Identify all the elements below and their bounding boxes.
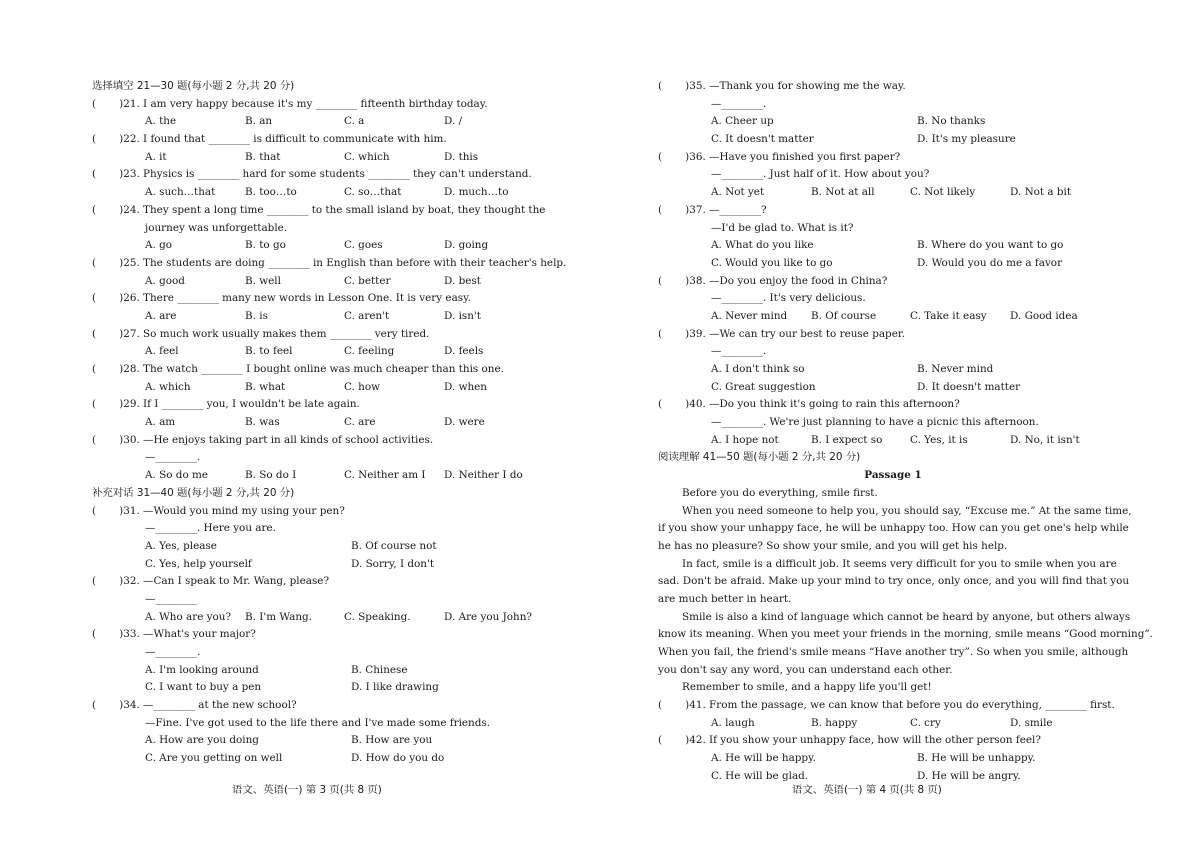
question-22: ( )22. I found that ________ is difficult to communicate with him. bbox=[92, 133, 447, 146]
option-39-d[interactable]: D. It doesn't matter bbox=[917, 380, 1021, 393]
options-29 bbox=[92, 414, 562, 432]
question-26: ( )26. There ________ many new words in Lesson One. It is very easy. bbox=[92, 292, 471, 305]
question-31: ( )31. —Would you mind my using your pen? bbox=[92, 504, 345, 517]
option-38-d[interactable]: D. Good idea bbox=[1010, 309, 1078, 322]
passage-paragraph-4-line-4: you don't say any word, you can understand each other. bbox=[658, 663, 953, 676]
options-28 bbox=[92, 379, 562, 397]
option-35-b[interactable]: B. No thanks bbox=[917, 115, 986, 128]
option-34-c[interactable]: C. Are you getting on well bbox=[145, 752, 283, 765]
question-30: ( )30. —He enjoys taking part in all kinds of school activities. bbox=[92, 433, 434, 446]
option-30-b[interactable]: B. So do I bbox=[245, 469, 297, 482]
option-29-a[interactable]: A. am bbox=[145, 416, 176, 429]
option-40-b[interactable]: B. I expect so bbox=[811, 433, 883, 446]
passage-paragraph-4-line-2: know its meaning. When you meet your friends in the morning, smile means “Good morning”. bbox=[658, 628, 1153, 641]
passage-paragraph-5: Remember to smile, and a happy life you'll get! bbox=[682, 681, 932, 694]
page-footer-left: 语文、英语(一) 第 3 页(共 8 页) bbox=[232, 784, 382, 796]
options-33-ab bbox=[92, 662, 562, 680]
options-37-cd bbox=[658, 255, 1128, 273]
question-32: ( )32. —Can I speak to Mr. Wang, please? bbox=[92, 575, 330, 588]
option-27-d[interactable]: D. feels bbox=[444, 345, 484, 358]
option-37-a[interactable]: A. What do you like bbox=[711, 239, 814, 252]
section-title-reading: 阅读理解 41—50 题(每小题 2 分,共 20 分) bbox=[658, 451, 861, 464]
option-36-a[interactable]: A. Not yet bbox=[711, 186, 765, 199]
options-30 bbox=[92, 467, 562, 485]
option-41-a[interactable]: A. laugh bbox=[711, 716, 755, 729]
option-36-d[interactable]: D. Not a bit bbox=[1010, 186, 1072, 199]
option-30-c[interactable]: C. Neither am I bbox=[344, 469, 426, 482]
option-32-a[interactable]: A. Who are you? bbox=[145, 610, 232, 623]
question-31-continued: —________. Here you are. bbox=[145, 522, 276, 535]
option-26-a[interactable]: A. are bbox=[145, 309, 177, 322]
option-38-a[interactable]: A. Never mind bbox=[711, 309, 788, 322]
section-title-multiple-choice: 选择填空 21—30 题(每小题 2 分,共 20 分) bbox=[92, 80, 295, 92]
option-26-b[interactable]: B. is bbox=[245, 309, 268, 322]
option-26-c[interactable]: C. aren't bbox=[344, 309, 390, 322]
option-31-c[interactable]: C. Yes, help yourself bbox=[145, 557, 252, 570]
question-41: ( )41. From the passage, we can know that before you do everything, ________ first. bbox=[658, 699, 1115, 712]
option-27-a[interactable]: A. feel bbox=[145, 345, 179, 358]
question-39-continued: —________. bbox=[711, 345, 767, 358]
option-23-a[interactable]: A. such…that bbox=[145, 186, 216, 199]
option-24-a[interactable]: A. go bbox=[145, 239, 173, 252]
question-37: ( )37. —________? bbox=[658, 203, 767, 216]
options-38 bbox=[658, 308, 1128, 326]
question-33-continued: —________. bbox=[145, 646, 201, 658]
option-35-a[interactable]: A. Cheer up bbox=[711, 115, 774, 128]
question-29: ( )29. If I ________ you, I wouldn't be late again. bbox=[92, 398, 360, 411]
left-page bbox=[92, 78, 567, 768]
question-36: ( )36. —Have you finished you first paper? bbox=[658, 150, 901, 163]
passage-paragraph-2-line-2: if you show your unhappy face, he will be unhappy too. How can you get one's help while bbox=[658, 522, 1129, 535]
option-33-c[interactable]: C. I want to buy a pen bbox=[145, 681, 262, 694]
passage-paragraph-2-line-1: When you need someone to help you, you should say, “Excuse me.” At the same time, bbox=[682, 504, 1132, 517]
options-33-cd bbox=[92, 679, 562, 697]
options-22 bbox=[92, 149, 562, 167]
option-28-d[interactable]: D. when bbox=[444, 380, 487, 393]
option-39-a[interactable]: A. I don't think so bbox=[711, 363, 805, 375]
passage-paragraph-3-line-2: sad. Don't be afraid. Make up your mind to try once, only once, and you will find that you bbox=[658, 575, 1130, 588]
option-42-c[interactable]: C. He will be glad. bbox=[711, 769, 809, 782]
option-23-c[interactable]: C. so…that bbox=[344, 186, 402, 199]
option-38-c[interactable]: C. Take it easy bbox=[910, 309, 987, 322]
question-42: ( )42. If you show your unhappy face, how will the other person feel? bbox=[658, 734, 1041, 747]
option-23-d[interactable]: D. much…to bbox=[444, 186, 509, 199]
option-30-d[interactable]: D. Neither I do bbox=[444, 469, 523, 482]
option-24-b[interactable]: B. to go bbox=[245, 239, 286, 252]
options-35-cd bbox=[658, 131, 1128, 149]
options-39-cd bbox=[658, 379, 1128, 397]
question-38: ( )38. —Do you enjoy the food in China? bbox=[658, 274, 888, 287]
question-40: ( )40. —Do you think it's going to rain this afternoon? bbox=[658, 398, 960, 411]
option-36-c[interactable]: C. Not likely bbox=[910, 186, 976, 199]
question-24: ( )24. They spent a long time ________ to the small island by boat, they thought the bbox=[92, 203, 546, 216]
option-34-b[interactable]: B. How are you bbox=[351, 734, 433, 747]
question-21: ( )21. I am very happy because it's my ________ fifteenth birthday today. bbox=[92, 97, 488, 110]
option-34-a[interactable]: A. How are you doing bbox=[145, 734, 259, 747]
options-24 bbox=[92, 237, 562, 255]
option-33-b[interactable]: B. Chinese bbox=[351, 663, 408, 676]
option-31-b[interactable]: B. Of course not bbox=[351, 539, 437, 552]
options-31-cd bbox=[92, 556, 562, 574]
option-41-d[interactable]: D. smile bbox=[1010, 716, 1053, 729]
question-34-continued: —Fine. I've got used to the life there and I've made some friends. bbox=[145, 716, 491, 729]
options-23 bbox=[92, 184, 562, 202]
option-21-a[interactable]: A. the bbox=[145, 115, 177, 128]
option-31-a[interactable]: A. Yes, please bbox=[145, 539, 217, 552]
question-40-continued: —________. We're just planning to have a picnic this afternoon. bbox=[711, 416, 1039, 429]
passage-paragraph-1: Before you do everything, smile first. bbox=[682, 486, 878, 499]
option-28-c[interactable]: C. how bbox=[344, 380, 381, 393]
page-footer-right: 语文、英语(一) 第 4 页(共 8 页) bbox=[792, 784, 942, 796]
option-41-b[interactable]: B. happy bbox=[811, 716, 858, 729]
option-21-c[interactable]: C. a bbox=[344, 115, 365, 128]
question-36-continued: —________. Just half of it. How about you? bbox=[711, 168, 930, 181]
passage-title: Passage 1 bbox=[864, 469, 922, 482]
question-33: ( )33. —What's your major? bbox=[92, 628, 256, 641]
options-34-cd bbox=[92, 750, 562, 768]
option-32-c[interactable]: C. Speaking. bbox=[344, 610, 411, 623]
option-39-c[interactable]: C. Great suggestion bbox=[711, 380, 816, 393]
option-34-d[interactable]: D. How do you do bbox=[351, 752, 445, 765]
question-28: ( )28. The watch ________ I bought online was much cheaper than this one. bbox=[92, 363, 504, 375]
option-40-d[interactable]: D. No, it isn't bbox=[1010, 433, 1080, 446]
question-30-continued: —________. bbox=[145, 451, 201, 464]
option-21-d[interactable]: D. / bbox=[444, 115, 463, 128]
options-21 bbox=[92, 113, 562, 131]
option-30-a[interactable]: A. So do me bbox=[145, 469, 208, 482]
right-page bbox=[658, 78, 1153, 786]
option-40-a[interactable]: A. I hope not bbox=[711, 433, 779, 446]
option-29-b[interactable]: B. was bbox=[245, 416, 280, 429]
option-22-a[interactable]: A. it bbox=[145, 150, 167, 163]
options-36 bbox=[658, 184, 1128, 202]
option-29-d[interactable]: D. were bbox=[444, 416, 485, 429]
option-25-c[interactable]: C. better bbox=[344, 274, 391, 287]
option-27-c[interactable]: C. feeling bbox=[344, 345, 395, 358]
options-37-ab bbox=[658, 237, 1128, 255]
question-23: ( )23. Physics is ________ hard for some students ________ they can't understand. bbox=[92, 168, 532, 181]
option-33-a[interactable]: A. I'm looking around bbox=[145, 663, 259, 676]
question-35-continued: —________. bbox=[711, 97, 767, 110]
option-33-d[interactable]: D. I like drawing bbox=[351, 681, 439, 694]
option-24-c[interactable]: C. goes bbox=[344, 239, 383, 252]
option-38-b[interactable]: B. Of course bbox=[811, 309, 877, 322]
passage-paragraph-4-line-1: Smile is also a kind of language which cannot be heard by anyone, but others always bbox=[682, 610, 1131, 623]
options-39-ab bbox=[658, 361, 1128, 379]
options-40 bbox=[658, 432, 1128, 450]
option-31-d[interactable]: D. Sorry, I don't bbox=[351, 557, 435, 570]
option-41-c[interactable]: C. cry bbox=[910, 716, 941, 729]
option-24-d[interactable]: D. going bbox=[444, 239, 489, 252]
question-39: ( )39. —We can try our best to reuse paper. bbox=[658, 327, 905, 340]
option-22-b[interactable]: B. that bbox=[245, 150, 281, 163]
option-26-d[interactable]: D. isn't bbox=[444, 309, 481, 322]
option-37-c[interactable]: C. Would you like to go bbox=[711, 256, 833, 269]
option-27-b[interactable]: B. to feel bbox=[245, 345, 293, 358]
option-29-c[interactable]: C. are bbox=[344, 416, 376, 429]
options-32 bbox=[92, 609, 562, 627]
option-39-b[interactable]: B. Never mind bbox=[917, 363, 994, 375]
passage-paragraph-4-line-3: When you fail, the friend's smile means “Have another try”. So when you smile, although bbox=[658, 646, 1129, 658]
section-title-dialogue: 补充对话 31—40 题(每小题 2 分,共 20 分) bbox=[92, 486, 295, 499]
options-25 bbox=[92, 273, 562, 291]
options-35-ab bbox=[658, 113, 1128, 131]
question-24-continued: journey was unforgettable. bbox=[145, 221, 288, 234]
question-37-continued: —I'd be glad to. What is it? bbox=[711, 221, 854, 234]
option-42-d[interactable]: D. He will be angry. bbox=[917, 769, 1021, 782]
passage-paragraph-2-line-3: he has no pleasure? So show your smile, and you will get his help. bbox=[658, 539, 1008, 552]
option-35-d[interactable]: D. It's my pleasure bbox=[917, 133, 1016, 146]
option-28-b[interactable]: B. what bbox=[245, 380, 286, 393]
option-32-b[interactable]: B. I'm Wang. bbox=[245, 610, 312, 623]
option-35-c[interactable]: C. It doesn't matter bbox=[711, 133, 814, 146]
option-25-b[interactable]: B. well bbox=[245, 274, 281, 287]
passage-paragraph-3-line-1: In fact, smile is a difficult job. It seems very difficult for you to smile when you are bbox=[682, 557, 1117, 570]
option-21-b[interactable]: B. an bbox=[245, 115, 273, 128]
options-34-ab bbox=[92, 732, 562, 750]
option-42-b[interactable]: B. He will be unhappy. bbox=[917, 752, 1036, 765]
options-26 bbox=[92, 308, 562, 326]
options-41 bbox=[658, 715, 1128, 733]
option-23-b[interactable]: B. too…to bbox=[245, 186, 297, 199]
options-42-ab bbox=[658, 750, 1128, 768]
option-25-a[interactable]: A. good bbox=[145, 274, 185, 287]
question-38-continued: —________. It's very delicious. bbox=[711, 292, 866, 305]
option-42-a[interactable]: A. He will be happy. bbox=[711, 752, 816, 765]
question-34: ( )34. —________ at the new school? bbox=[92, 699, 297, 712]
option-25-d[interactable]: D. best bbox=[444, 274, 481, 287]
options-31-ab bbox=[92, 538, 562, 556]
option-22-d[interactable]: D. this bbox=[444, 150, 479, 163]
option-22-c[interactable]: C. which bbox=[344, 150, 390, 163]
option-36-b[interactable]: B. Not at all bbox=[811, 186, 875, 199]
option-40-c[interactable]: C. Yes, it is bbox=[910, 433, 968, 446]
option-37-d[interactable]: D. Would you do me a favor bbox=[917, 256, 1063, 269]
question-27: ( )27. So much work usually makes them ________ very tired. bbox=[92, 327, 430, 340]
option-37-b[interactable]: B. Where do you want to go bbox=[917, 239, 1064, 252]
options-27 bbox=[92, 343, 562, 361]
option-32-d[interactable]: D. Are you John? bbox=[444, 610, 532, 623]
passage-paragraph-3-line-3: are much better in heart. bbox=[658, 592, 792, 605]
option-28-a[interactable]: A. which bbox=[145, 380, 191, 393]
question-25: ( )25. The students are doing ________ in English than before with their teacher's help. bbox=[92, 256, 567, 269]
question-32-continued: —________ bbox=[145, 592, 197, 605]
question-35: ( )35. —Thank you for showing me the way. bbox=[658, 80, 906, 92]
